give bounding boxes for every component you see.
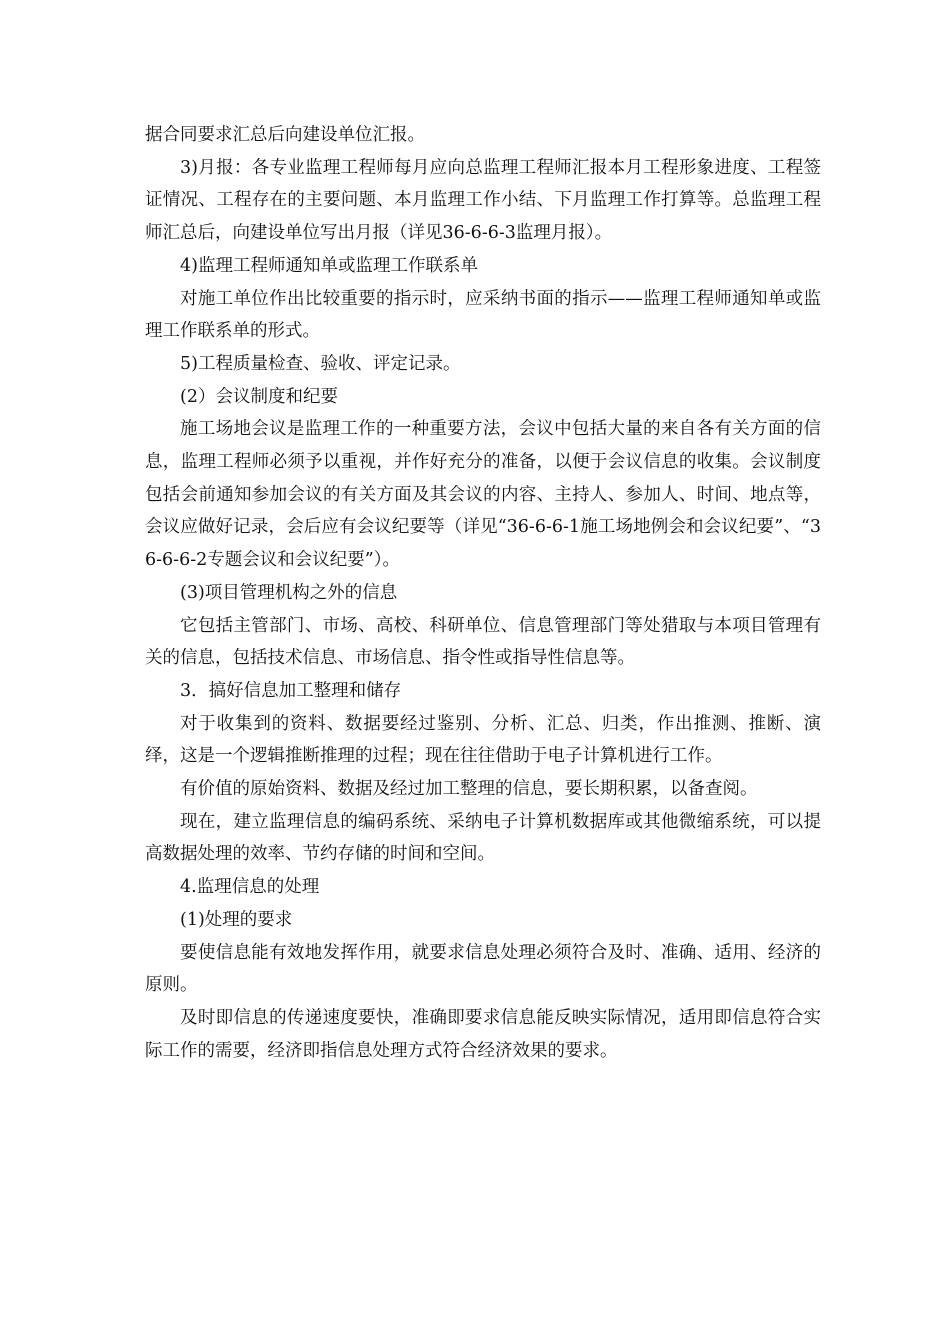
paragraph-17: 及时即信息的传递速度要快，准确即要求信息能反映实际情况，适用即信息符合实际工作的需要，经济即指信息处理方式符合经济效果的要求。 bbox=[145, 1007, 821, 1061]
paragraph-9: 它包括主管部门、市场、高校、科研单位、信息管理部门等处猎取与本项目管理有关的信息，包括技术信息、市场信息、指令性或指导性信息等。 bbox=[145, 615, 821, 669]
paragraph-10: 3．搞好信息加工整理和储存 bbox=[180, 680, 402, 701]
paragraph-8: (3)项目管理机构之外的信息 bbox=[180, 582, 398, 603]
document-body bbox=[145, 119, 821, 1067]
paragraph-6: (2）会议制度和纪要 bbox=[180, 386, 338, 407]
paragraph-2: 3)月报：各专业监理工程师每月应向总监理工程师汇报本月工程形象进度、工程签证情况、工程存在的主要问题、本月监理工作小结、下月监理工作打算等。总监理工程师汇总后，向建设单位写出月报（详见36-6-6-3监理月报）。 bbox=[145, 157, 821, 244]
paragraph-13: 现在，建立监理信息的编码系统、采纳电子计算机数据库或其他微缩系统，可以提高数据处理的效率、节约存储的时间和空间。 bbox=[145, 811, 821, 865]
paragraph-4: 对施工单位作出比较重要的指示时，应采纳书面的指示——监理工程师通知单或监理工作联系单的形式。 bbox=[145, 288, 821, 342]
paragraph-12: 有价值的原始资料、数据及经过加工整理的信息，要长期积累，以备查阅。 bbox=[180, 779, 758, 800]
paragraph-15: (1)处理的要求 bbox=[180, 909, 293, 930]
paragraph-11: 对于收集到的资料、数据要经过鉴别、分析、汇总、归类，作出推测、推断、演绎，这是一个逻辑推断推理的过程；现在往往借助于电子计算机进行工作。 bbox=[145, 713, 821, 767]
paragraph-1: 据合同要求汇总后向建设单位汇报。 bbox=[145, 125, 425, 145]
paragraph-3: 4)监理工程师通知单或监理工作联系单 bbox=[180, 255, 478, 276]
paragraph-16: 要使信息能有效地发挥作用，就要求信息处理必须符合及时、准确、适用、经济的原则。 bbox=[145, 942, 821, 996]
paragraph-14: 4.监理信息的处理 bbox=[180, 877, 320, 898]
paragraph-5: 5)工程质量检查、验收、评定记录。 bbox=[180, 353, 461, 374]
paragraph-7: 施工场地会议是监理工作的一种重要方法，会议中包括大量的来自各有关方面的信息，监理工程师必须予以重视，并作好充分的准备，以便于会议信息的收集。会议制度包括会前通知参加会议的有关方面及其会议的内容、主持人、参加人、时间、地点等，会议应做好记录，会后应有会议纪要等（详见“36-6-6-1施工场地例会和会议纪要”、“36-6-6-2专题会议和会议纪要”）。 bbox=[145, 419, 821, 571]
